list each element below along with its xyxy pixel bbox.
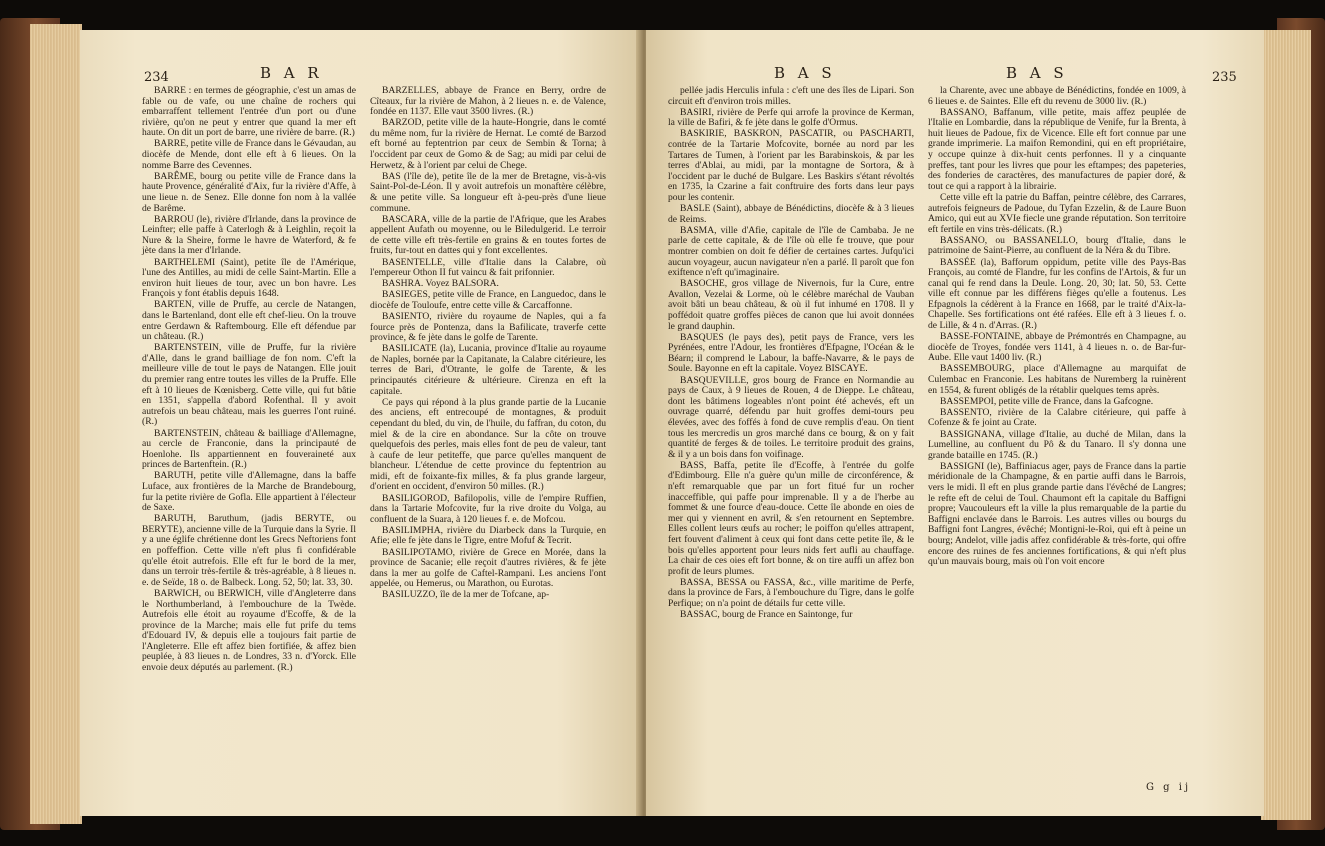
entry-paragraph: BASILUZZO, île de la mer de Tofcane, ap- [382,589,550,601]
entry-paragraph: BASIEGES, petite ville de France, en Languedoc, dans le diocèfe de Touloufe, entre cette ville & Carcaffonne. [370,289,606,311]
entry-paragraph: BASSIGNI (le), Baffiniacus ager, pays de France dans la partie méridionale de la Champagne, & en partie auffi dans le Barrois, vers le midi. Il eft en plus grande partie dans l'évêché de Langres; le refte eft de celui de Toul. Chaumont eft la capitale du Baffigni propre; Vaucouleurs eft la ville la plus remarquable de la partie du Baffigni enclavée dans le Barrois. Les autres villes ou bourgs du Baffigni font Langres, évêché; Montigni-le-Roi, qui eft à peine un bourg; Andelot, ville jadis affez confidérable & très-forte, qui offre encore des ruines de fes anciennes fortifications, & qui n'eft plus qu'un mauvais bourg, mais où l'on voit encore [928,460,1186,568]
entry-paragraph: BASSAC, bourg de France en Saintonge, fur [680,609,853,621]
entry-paragraph: BARRE, petite ville de France dans le Gévaudan, au diocèfe de Mende, dont elle eft à 6 lieues. On la nomme Barre des Cevennes. [142,138,356,171]
entry-paragraph: BASSANO, Baffanum, ville petite, mais affez peuplée de l'Italie en Lombardie, dans la république de Venife, fur la Brenta, à huit lieues de Padoue, fix de Vicence. Elle eft fort connue par une grande imprimerie. La maifon Remondini, qui en eft propriétaire, y occupe quinze à dix-huit cents perfonnes. Il y a cinquante preffes, tant pour les livres que pour les eftampes; des papeteries, des fonderies de caractères, des manufactures de papier doré, & tout ce qui a rapport à la librairie. [928,106,1186,192]
entry-paragraph: BASQUEVILLE, gros bourg de France en Normandie au pays de Caux, à 9 lieues de Rouen, 4 de Dieppe. Le château, dont les bâtimens logeables n'ont point été achevés, eft un ouvrage quarré, défendu par huit groffes demi-tours peu élevées, avec des foffés à fond de cuve remplis d'eau. On tient tous les mercredis un gros marché dans ce bourg, & on y fait quantité de ferges & de toiles. Le territoire produit des grains, & il y a un bois dans fon voifinage. [668,374,914,460]
entry-paragraph: BASOCHE, gros village de Nivernois, fur la Cure, entre Avallon, Vezelai & Lorme, où le célèbre maréchal de Vauban avoit bâti un beau château, & où il fut inhumé en 1708. Il y poffédoit quatre groffes pièces de canon que lui avoit données le grand dauphin. [668,278,914,332]
entry-paragraph: BASIRI, rivière de Perfe qui arrofe la province de Kerman, la ville de Bafiri, & fe jète dans le golfe d'Ormus. [668,106,914,129]
entry-paragraph: BASMA, ville d'Afie, capitale de l'île de Cambaba. Je ne parle de cette capitale, & de l'île où elle fe trouve, que pour montrer combien on doit fe défier de certaines cartes. Jufqu'ici aucun voyageur, aucun navigateur n'en a parlé. Il paroît que fon exiftence n'eft qu'imaginaire. [668,224,914,279]
entry-paragraph: BASILIPOTAMO, rivière de Grece en Morée, dans la province de Sacanie; elle reçoit d'autres rivières, & fe jète dans la mer au golfe de Caftel-Rampani. Les anciens l'ont appelée, ou Hemerus, ou Marathon, ou Eurotas. [370,546,606,590]
left-page [80,30,642,816]
right-page-edges [1261,30,1311,820]
entry-paragraph: BARUTH, petite ville d'Allemagne, dans la baffe Luface, aux frontières de la Marche de Brandebourg, fur la petite rivière de Gofla. Elle appartient à l'électeur de Saxe. [142,470,356,514]
entry-paragraph: BASHRA. Voyez BALSORA. [382,278,499,290]
entry-paragraph: BARTHELEMI (Saint), petite île de l'Amérique, l'une des Antilles, au midi de celle Saint-Martin. Elle a environ huit lieues de tour, avec un bon havre. Les François y font établis depuis 1648. [142,256,356,300]
right-running-header-right: B A S [1006,64,1068,82]
entry-paragraph: pellée jadis Herculis infula : c'eft une des îles de Lipari. Son circuit eft d'environ trois milles. [668,85,914,107]
entry-paragraph: BASS, Baffa, petite île d'Ecoffe, à l'entrée du golfe d'Edimbourg. Elle n'a guère qu'un mille de circonférence, & n'eft remarquable que par un fort fitué fur un rocher inacceffible, qui paffe pour imprenable. Il y a de l'herbe au fommet & une fource d'eau-douce. Cette île abonde en oies de mer qui y viennent en avril, & s'en retournent en Septembre. Elles collent leurs œufs au rocher; le poiffon qu'elles attrapent, fert fouvent d'aliment à ceux qui font dans cette petite île, & le bois qu'elles apportent pour leurs nids fert aufli au chauffage. La chair de ces oies eft fort bonne, & on tire auffi un affez bon profit de leurs plumes. [668,459,914,577]
entry-paragraph: BASILIMPHA, rivière du Diarbeck dans la Turquie, en Afie; elle fe jète dans le Tigre, entre Mofuf & Tecrit. [370,524,606,547]
entry-paragraph: BASSIGNANA, village d'Italie, au duché de Milan, dans la Lumelline, au confluent du Pô & du Tanaro. Il s'y donna une grande bataille en 1745. (R.) [928,428,1186,461]
entry-paragraph: BASKIRIE, BASKRON, PASCATIR, ou PASCHARTI, contrée de la Tartarie Mofcovite, bornée au nord par les Tartares de Tumen, à l'orient par les Barabinskois, & par les terres d'Ablai, au midi, par la montagne de Sortora, & à l'occident par le duché de Bulgare. Les Baskirs s'étant révoltés en 1735, la Czarine a fait conftruire des forts dans leur pays pour les contenir. [668,128,914,203]
entry-paragraph: Ce pays qui répond à la plus grande partie de la Lucanie des anciens, eft entrecoupé de montagnes, & produit cependant du bled, du vin, de l'huile, du faffran, du coton, du miel & de la cire en abondance. Sur la côte on trouve quelquefois des perles, mais elles font de peu de valeur, tant à caufe de leur petiteffe, que parce qu'elles manquent de blancheur. L'étendue de cette province du feptentrion au midi, eft de foixante-fix milles, & fa plus grande largeur, d'orient en occident, d'environ 50 milles. (R.) [370,396,606,493]
right-page [646,30,1264,816]
right-running-header-left: B A S [774,64,836,82]
entry-paragraph: BARTENSTEIN, ville de Pruffe, fur la rivière d'Alle, dans le grand bailliage de fon nom. C'eft la meilleure ville de tout le pays de Natangen. Elle jouit du premier rang entre toutes les villes de la Pruffe. Elle eft à 10 lieues de Kœnisberg. Cette ville, qui fut bâtie en 1351, s'appella d'abord Rofenthal. Il y avoit autrefois un beau château, mais les guerres l'ont ruiné. (R.) [142,342,356,428]
entry-paragraph: BARTEN, ville de Pruffe, au cercle de Natangen, dans le Bartenland, dont elle eft chef-lieu. On la trouve entre Gerdawn & Raftembourg. Elle eft défendue par un château. (R.) [142,299,356,343]
entry-paragraph: BASILICATE (la), Lucania, province d'Italie au royaume de Naples, bornée par la Capitanate, la Calabre citérieure, les terres de Bari, d'Otrante, le golfe de Tarente, & les principautés citérieure & ultérieure. Cirenza en eft la capitale. [370,343,606,397]
entry-paragraph: BASSEMBOURG, place d'Allemagne au marquifat de Culembac en Franconie. Les habitans de Nuremberg la ruinèrent en 1554, & furent obligés de la rétablir quelques tems après. [928,363,1186,396]
entry-paragraph: BARROU (le), rivière d'Irlande, dans la province de Leinfter; elle paffe à Caterlogh & à Leighlin, reçoit la Nure & la Sheire, forme le havre de Waterford, & fe jète dans la mer d'Irlande. [142,213,356,257]
entry-paragraph: BASSE-FONTAINE, abbaye de Prémontrés en Champagne, au diocèfe de Troyes, fondée vers 1141, à 4 lieues n. o. de Bar-fur-Aube. Elle vaut 1400 liv. (R.) [928,331,1186,364]
left-running-header: B A R [260,64,323,82]
entry-paragraph: BASSEMPOI, petite ville de France, dans la Gafcogne. [940,395,1154,407]
entry-paragraph: BARRE : en termes de géographie, c'est un amas de fable ou de vafe, ou une chaîne de rochers qui embarraffent tellement l'entrée d'un port ou d'une rivière, qu'on ne peut y entrer que quand la mer eft haute. On dit un port de barre, une rivière de barre. (R.) [142,85,356,139]
entry-paragraph: BASSANO, ou BASSANELLO, bourg d'Italie, dans le patrimoine de Saint-Pierre, au confluent de la Néra & du Tibre. [928,234,1186,257]
left-page-number: 234 [144,70,169,85]
entry-paragraph: BASQUES (le pays des), petit pays de France, vers les Pyrénées, entre l'Adour, les frontières d'Efpagne, l'Océan & le Béarn; il comprend le Labour, la baffe-Navarre, & le pays de Soule. Bayonne en eft la capitale. Voyez BISCAYE. [668,331,914,375]
entry-paragraph: BASSENTO, rivière de la Calabre citérieure, qui paffe à Cofenze & fe joint au Crate. [928,406,1186,429]
right-page-number: 235 [1212,70,1237,85]
entry-paragraph: BASSÉE (la), Bafforum oppidum, petite ville des Pays-Bas François, au comté de Flandre, fur les confins de l'Artois, & fur un canal qui fe rend dans la Deule. Long. 20, 30; lat. 50, 53. Cette ville eft connue par les différens fièges qu'elle a foutenus. Les Efpagnols la cédèrent à la France en 1668, par le traité d'Aix-la-Chapelle. Ses fortifications ont été rafées. Elle eft à 3 lieues f. o. de Lille, & 4 n. d'Arras. (R.) [928,256,1186,332]
entry-paragraph: BASCARA, ville de la partie de l'Afrique, que les Arabes appellent Aufath ou moyenne, ou le Biledulgerid. Le terroir de cette ville eft très-fertile en grains & en toutes fortes de fruits, fur-tout en dattes qui y font excellentes. [370,213,606,257]
right-column-1 [668,86,914,621]
entry-paragraph: BASENTELLE, ville d'Italie dans la Calabre, où l'empereur Othon II fut vaincu & fait prifonnier. [370,256,606,279]
entry-paragraph: BARZOD, petite ville de la haute-Hongrie, dans le comté du même nom, fur la rivière de Hernat. Le comté de Barzod eft borné au feptentrion par ceux de Sembin & Torna; à l'occident par ceux de Gomo & de Sag; au midi par celui de Herwetz, & à l'orient par celui de Chege. [370,117,606,171]
entry-paragraph: BARTENSTEIN, château & bailliage d'Allemagne, au cercle de Franconie, dans la principauté de Hoenlohe. Ils appartiennent en fouveraineté aux princes de Bartenftein. (R.) [142,427,356,471]
signature-mark: G g ij [1146,782,1192,793]
entry-paragraph: BARÊME, bourg ou petite ville de France dans la haute Provence, généralité d'Aix, fur la rivière d'Affe, à une lieue n. de Senez. Elle donne fon nom à la vallée de Barême. [142,170,356,214]
entry-paragraph: BARUTH, Baruthum, (jadis BERYTE, ou BERYTE), ancienne ville de la Turquie dans la Syrie. Il y a une églife chrétienne dont les Grecs Neftoriens font en poffeffion. Cette ville n'eft plus fi confidérable qu'elle étoit autrefois. Elle eft fur le bord de la mer, dans un terroir très-fertile & très-agréable, à 8 lieues n. e. de Seïde, 18 o. de Balbeck. Long. 52, 50; lat. 33, 30. [142,513,356,588]
entry-paragraph: BASIENTO, rivière du royaume de Naples, qui a fa fource près de Pontenza, dans la Bafilicate, traverfe cette province, & fe jète dans le golfe de Tarente. [370,310,606,344]
entry-paragraph: BAS (l'île de), petite île de la mer de Bretagne, vis-à-vis Saint-Pol-de-Léon. Il y avoit autrefois un monaftère célèbre, & une petite ville. Sa longueur eft à-peu-près d'une lieue commune. [370,170,606,214]
left-page-edges [30,24,82,824]
entry-paragraph: BASLE (Saint), abbaye de Bénédictins, diocèfe & à 3 lieues de Reims. [668,203,914,225]
entry-paragraph: BARZELLES, abbaye de France en Berry, ordre de Cîteaux, fur la rivière de Mahon, à 2 lieues n. e. de Valence, fondée en 1137. Elle vaut 3500 livres. (R.) [370,85,606,118]
entry-paragraph: BASSA, BESSA ou FASSA, &c., ville maritime de Perfe, dans la province de Fars, à l'embouchure du Tigre, dans le golfe Perfique; on n'a point de détails fur cette ville. [668,576,914,609]
entry-paragraph: BASILIGOROD, Bafilopolis, ville de l'empire Ruffien, dans la Tartarie Mofcovite, fur la rive droite du Volga, au confluent de la Suara, à 120 lieues f. e. de Mofcou. [370,492,606,525]
entry-paragraph: la Charente, avec une abbaye de Bénédictins, fondée en 1009, à 6 lieues e. de Saintes. Elle eft du revenu de 3000 liv. (R.) [928,85,1186,107]
left-column-2 [370,86,606,602]
entry-paragraph: BARWICH, ou BERWICH, ville d'Angleterre dans le Northumberland, à l'embouchure de la Twède. Autrefois elle étoit au royaume d'Ecoffe, & de la province de la Marche; mais elle fut prife du tems d'Edouard IV, & depuis elle a toujours fait partie de l'Angleterre. Elle eft affez bien fortifiée, & affez bien peuplée, à 83 lieues n. de Londres, 33 n. d'Yorck. Elle envoie deux députés au parlement. (R.) [142,587,356,674]
right-column-2 [928,86,1186,568]
entry-paragraph: Cette ville eft la patrie du Baffan, peintre célèbre, des Carrares, autrefois feigneurs de Padoue, du Tyfan Ezzelin, & de Laure Buon Amico, qui eut au XVIe fiecle une grande réputation. Son territoire eft fertile en vins très-délicats. (R.) [928,191,1186,235]
left-column-1 [142,86,356,674]
